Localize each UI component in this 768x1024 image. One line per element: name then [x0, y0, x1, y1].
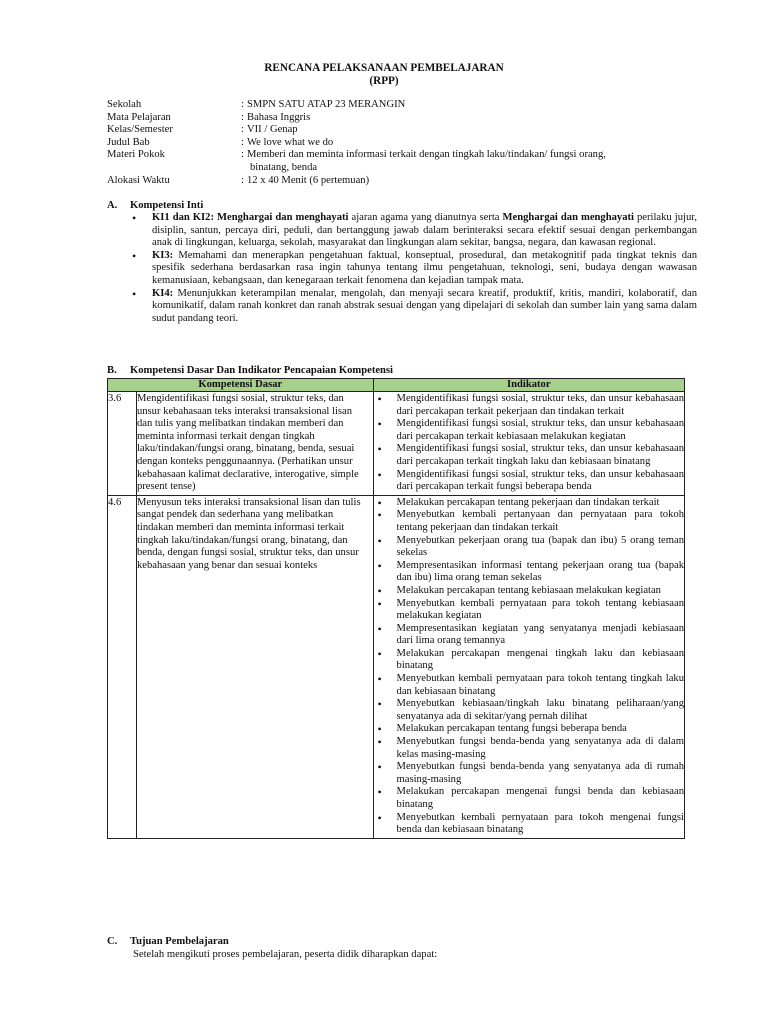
indicator-item: • Mengidentifikasi fungsi sosial, struktur teks, dan unsur kebahasaan dari percakapan terkait kebiasaan melakukan kegiatan [374, 418, 684, 443]
section-c-heading [107, 936, 229, 949]
indicator-item: • Mempresentasikan kegiatan yang senyatanya menjadi kebiasaan dari lima orang temannya [374, 623, 684, 648]
table-row [108, 495, 685, 838]
section-letter: C. [107, 936, 118, 947]
document-title: RENCANA PELAKSANAAN PEMBELAJARAN [264, 62, 504, 74]
kd-cell [136, 392, 373, 496]
indicator-item: • Menyebutkan pekerjaan orang tua (bapak dan ibu) 5 orang teman sekelas [374, 535, 684, 560]
indicator-item: • Menyebutkan fungsi benda-benda yang senyatanya ada di rumah masing-masing [374, 761, 684, 786]
item-bold: Menghargai dan menghayati [502, 212, 634, 223]
item-lead: KI4: [152, 287, 174, 299]
identity-value: SMPN SATU ATAP 23 MERANGIN [247, 99, 406, 110]
identity-row-mata-pelajaran [107, 112, 687, 125]
identity-row-sekolah [107, 99, 687, 112]
indicator-item: • Menyebutkan kembali pernyataan para tokoh tentang tingkah laku dan kebiasaan binatang [374, 673, 684, 698]
item-text: ajaran agama yang dianutnya serta [348, 212, 503, 223]
list-item-ki1-ki2 [131, 212, 697, 250]
identity-value-line1: Memberi dan meminta informasi terkait dengan tingkah laku/tindakan/ fungsi orang, [247, 149, 606, 161]
kd-code: 3.6 [108, 392, 137, 496]
indicator-list [374, 497, 684, 837]
document-subtitle: (RPP) [369, 75, 399, 87]
table-header-row [108, 379, 685, 392]
identity-label: Judul Bab [107, 136, 150, 148]
kd-code: 4.6 [108, 495, 137, 838]
identity-label: Materi Pokok [107, 149, 165, 161]
tujuan-intro-text: Setelah mengikuti proses pembelajaran, peserta didik diharapkan dapat: [133, 949, 438, 960]
indicator-item: • Melakukan percakapan tentang kebiasaan melakukan kegiatan [374, 585, 684, 598]
column-header-kompetensi-dasar: Kompetensi Dasar [108, 379, 374, 392]
identity-row-kelas-semester [107, 124, 687, 137]
colon-separator: : [241, 174, 244, 186]
indicator-item: • Menyebutkan kembali pertanyaan dan pernyataan para tokoh tentang pekerjaan dan tindakan terkait [374, 509, 684, 534]
identity-value: We love what we do [247, 136, 334, 148]
indicator-cell [373, 392, 684, 496]
column-header-indikator: Indikator [373, 379, 684, 392]
identity-value-line2: binatang, benda [250, 161, 318, 173]
identity-row-alokasi-waktu [107, 175, 687, 188]
kompetensi-table [107, 378, 685, 839]
item-text: Memahami dan menerapkan pengetahuan faktual, konseptual, prosedural, dan metakognitif pada tingkat teknis dan spesifik sederhana berdasarkan rasa ingin tahunya tentang ilmu pengetahuan, teknologi, seni, budaya dengan wawasan kemanusiaan, kebangsaan, dan kenegaraan terkait fenomena dan kejadian tampak mata. [152, 249, 697, 286]
section-title: Kompetensi Inti [130, 200, 204, 211]
indicator-item: • Mengidentifikasi fungsi sosial, struktur teks, dan unsur kebahasaan dari percakapan terkait pekerjaan dan tindakan terkait [374, 393, 684, 418]
indicator-item: • Melakukan percakapan tentang fungsi beberapa benda [374, 723, 684, 736]
section-b-heading [107, 365, 393, 378]
section-a-heading [107, 200, 203, 213]
identity-row-judul-bab [107, 137, 687, 150]
colon-separator: : [241, 99, 244, 110]
section-letter: B. [107, 365, 117, 376]
identity-row-materi-pokok [107, 149, 687, 174]
section-title: Tujuan Pembelajaran [130, 936, 229, 947]
indicator-item: • Melakukan percakapan mengenai tingkah laku dan kebiasaan binatang [374, 648, 684, 673]
indicator-item: • Mengidentifikasi fungsi sosial, struktur teks, dan unsur kebahasaan dari percakapan terkait tingkah laku dan kebiasaan binatang [374, 443, 684, 468]
indicator-cell [373, 495, 684, 838]
identity-value: Bahasa Inggris [247, 111, 311, 123]
indicator-item: • Menyebutkan fungsi benda-benda yang senyatanya ada di dalam kelas masing-masing [374, 736, 684, 761]
colon-separator: : [241, 136, 244, 148]
indicator-item: • Menyebutkan kembali pernyataan para tokoh tentang kebiasaan melakukan kegiatan [374, 598, 684, 623]
colon-separator: : [241, 149, 244, 161]
section-letter: A. [107, 200, 118, 211]
kd-description: Menyusun teks interaksi transaksional lisan dan tulis sangat pendek dan sederhana yang melibatkan tindakan memberi dan meminta informasi terkait tingkah laku/tindakan/fungsi orang, binatang, dan benda, dengan fungsi sosial, struktur teks, dan unsur kebahasaan yang benar dan sesuai konteks [136, 496, 361, 571]
indicator-item: • Mengidentifikasi fungsi sosial, struktur teks, dan unsur kebahasaan dari percakapan terkait fungsi beberapa benda [374, 469, 684, 494]
list-item-ki4 [131, 288, 697, 326]
kd-description: Mengidentifikasi fungsi sosial, struktur teks, dan unsur kebahasaan teks interaksi transaksional lisan dan tulis yang melibatkan tindakan memberi dan meminta informasi terkait dengan tingkah laku/tindakan/fungsi orang, binatang, benda, sesuai dengan konteks penggunaannya. (Perhatikan unsur kebahasaan kalimat declarative, interogative, simple present tense) [136, 393, 359, 493]
indicator-item: • Melakukan percakapan tentang pekerjaan dan tindakan terkait [374, 497, 684, 510]
identity-value: VII / Genap [247, 124, 298, 136]
kompetensi-inti-list [131, 212, 697, 325]
indicator-item: • Mempresentasikan informasi tentang pekerjaan orang tua (bapak dan ibu) lima orang teman sekelas [374, 560, 684, 585]
colon-separator: : [241, 111, 244, 123]
colon-separator: : [241, 124, 244, 136]
table-row [108, 392, 685, 496]
indicator-item: • Menyebutkan kembali pernyataan para tokoh mengenai fungsi benda dan kebiasaan binatang [374, 812, 684, 837]
item-lead: KI1 dan KI2: [152, 212, 214, 223]
item-text: perilaku jujur, disiplin, santun, percaya diri, peduli, dan bertanggung jawab dalam berinteraksi secara efektif sesuai dengan perkembangan anak di lingkungan, keluarga, sekolah, masyarakat dan lingkungan alam sekitar, bangsa, negara, dan kawasan regional. [152, 212, 697, 249]
item-text: Menunjukkan keterampilan menalar, mengolah, dan menyaji secara kreatif, produktif, kritis, mandiri, kolaboratif, dan komunikatif, dalam ranah konkret dan ranah abstrak sesuai dengan yang dipelajari di sekolah dan sumber lain yang sama dalam sudut pandang teori. [152, 287, 697, 324]
section-title: Kompetensi Dasar Dan Indikator Pencapaian Kompetensi [130, 365, 394, 376]
list-item-ki3 [131, 250, 697, 288]
identity-value: 12 x 40 Menit (6 pertemuan) [247, 174, 370, 186]
indicator-item: • Menyebutkan kebiasaan/tingkah laku binatang peliharaan/yang senyatanya ada di sekitar/yang pernah dilihat [374, 698, 684, 723]
indicator-list [374, 393, 684, 494]
item-bold: Menghargai dan menghayati [217, 212, 349, 223]
indicator-item: • Melakukan percakapan mengenai fungsi benda dan kebiasaan binatang [374, 786, 684, 811]
identity-block [107, 99, 687, 187]
identity-value [247, 149, 687, 174]
identity-label: Kelas/Semester [107, 124, 173, 136]
identity-label: Mata Pelajaran [107, 111, 171, 123]
item-lead: KI3: [152, 249, 174, 261]
identity-label: Alokasi Waktu [107, 174, 170, 186]
kd-cell [136, 495, 373, 838]
identity-label: Sekolah [107, 99, 142, 110]
